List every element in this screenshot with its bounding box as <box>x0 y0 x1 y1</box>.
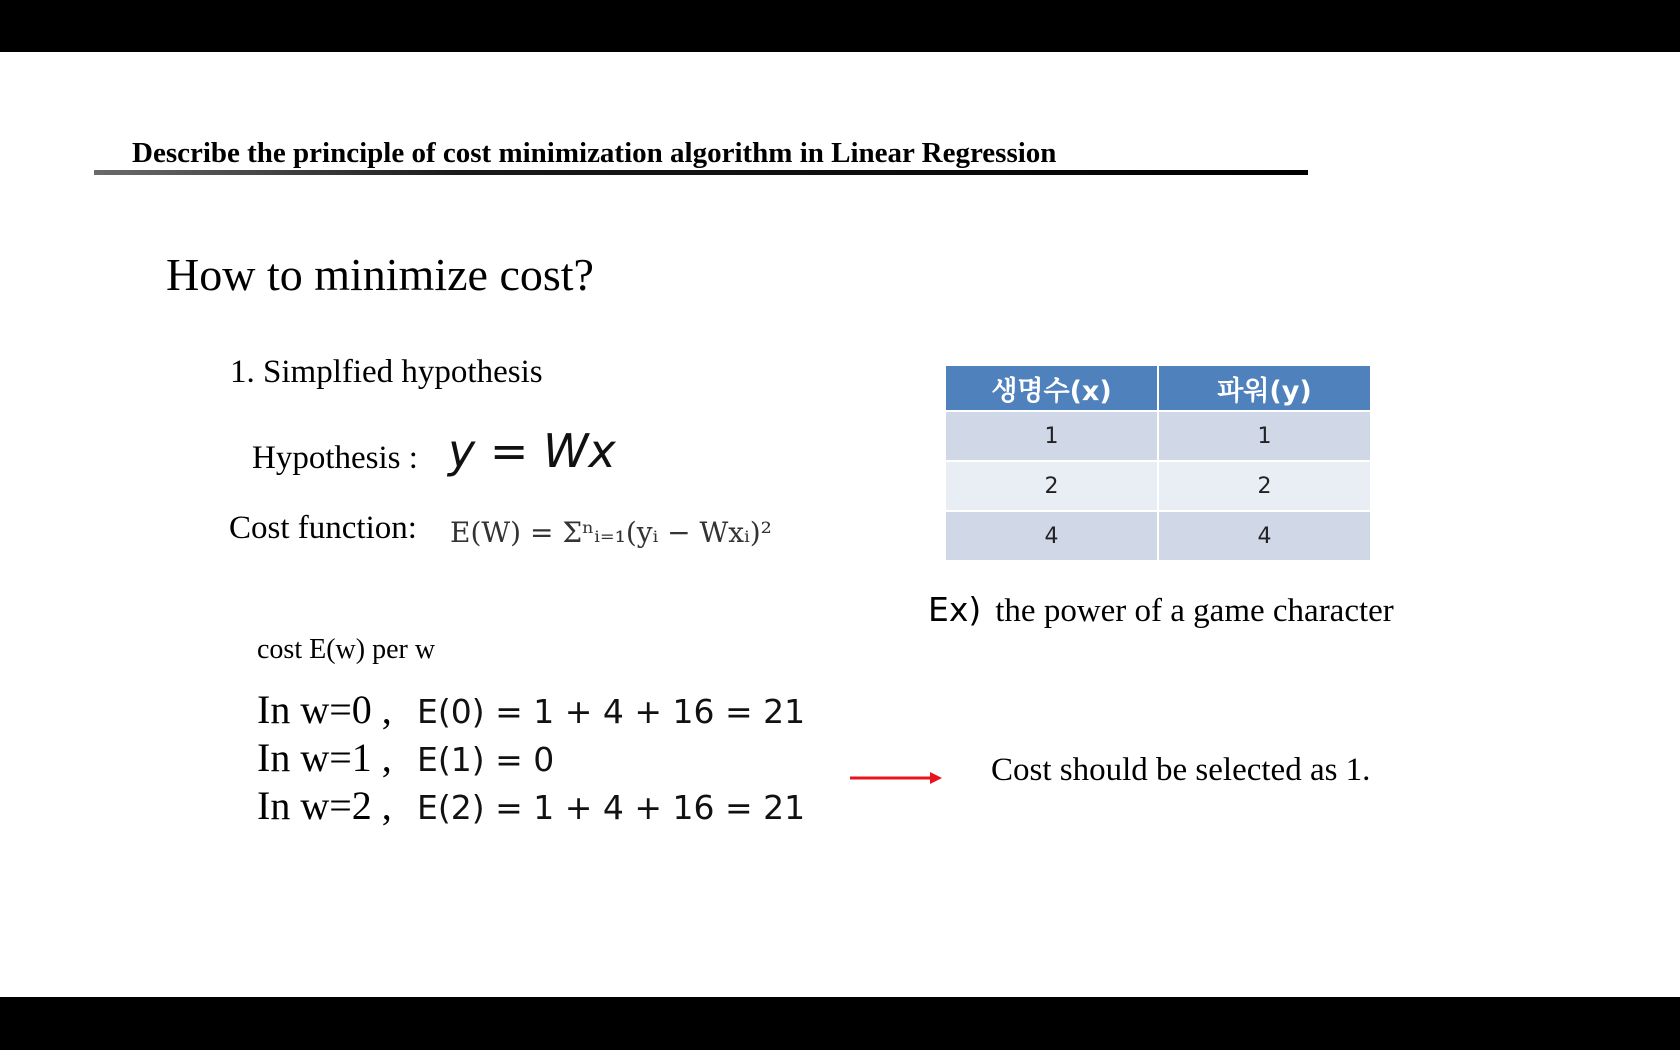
cost-function-formula: E(W) = Σⁿᵢ₌₁(yᵢ − Wxᵢ)² <box>450 516 772 549</box>
table-cell: 4 <box>945 511 1158 561</box>
header-underline <box>94 170 1308 175</box>
table-cell: 2 <box>945 461 1158 511</box>
hypothesis-formula: y = Wx <box>448 424 616 478</box>
slide <box>0 52 1680 997</box>
equation-w: In w=2 , <box>257 783 392 828</box>
table-header-y: 파워(y) <box>1158 365 1371 411</box>
section-title: How to minimize cost? <box>166 249 594 300</box>
equation-row <box>257 734 554 781</box>
step-title: 1. Simplfied hypothesis <box>230 354 543 390</box>
table-cell: 4 <box>1158 511 1371 561</box>
equation-expr: E(1) = 0 <box>417 740 555 779</box>
hypothesis-label: Hypothesis : <box>252 440 418 476</box>
table-row <box>945 461 1371 511</box>
table-cell: 1 <box>945 411 1158 461</box>
table-header-x: 생명수(x) <box>945 365 1158 411</box>
table-header-row <box>945 365 1371 411</box>
table-cell: 2 <box>1158 461 1371 511</box>
equation-expr: E(2) = 1 + 4 + 16 = 21 <box>417 788 806 827</box>
equation-w: In w=0 , <box>257 687 392 732</box>
example-caption <box>928 590 1394 630</box>
example-prefix: Ex) <box>928 590 982 629</box>
table-row <box>945 411 1371 461</box>
equation-row <box>257 782 805 829</box>
conclusion-text: Cost should be selected as 1. <box>991 752 1371 788</box>
example-text: the power of a game character <box>995 593 1394 629</box>
equation-row <box>257 686 805 733</box>
equation-w: In w=1 , <box>257 735 392 780</box>
table-row <box>945 511 1371 561</box>
right-arrow-icon <box>850 771 942 785</box>
table-cell: 1 <box>1158 411 1371 461</box>
equation-expr: E(0) = 1 + 4 + 16 = 21 <box>417 692 806 731</box>
slide-header-title: Describe the principle of cost minimization algorithm in Linear Regression <box>132 137 1057 169</box>
cost-function-label: Cost function: <box>229 510 417 546</box>
data-table <box>944 364 1372 562</box>
cost-per-w-label: cost E(w) per w <box>257 634 436 665</box>
